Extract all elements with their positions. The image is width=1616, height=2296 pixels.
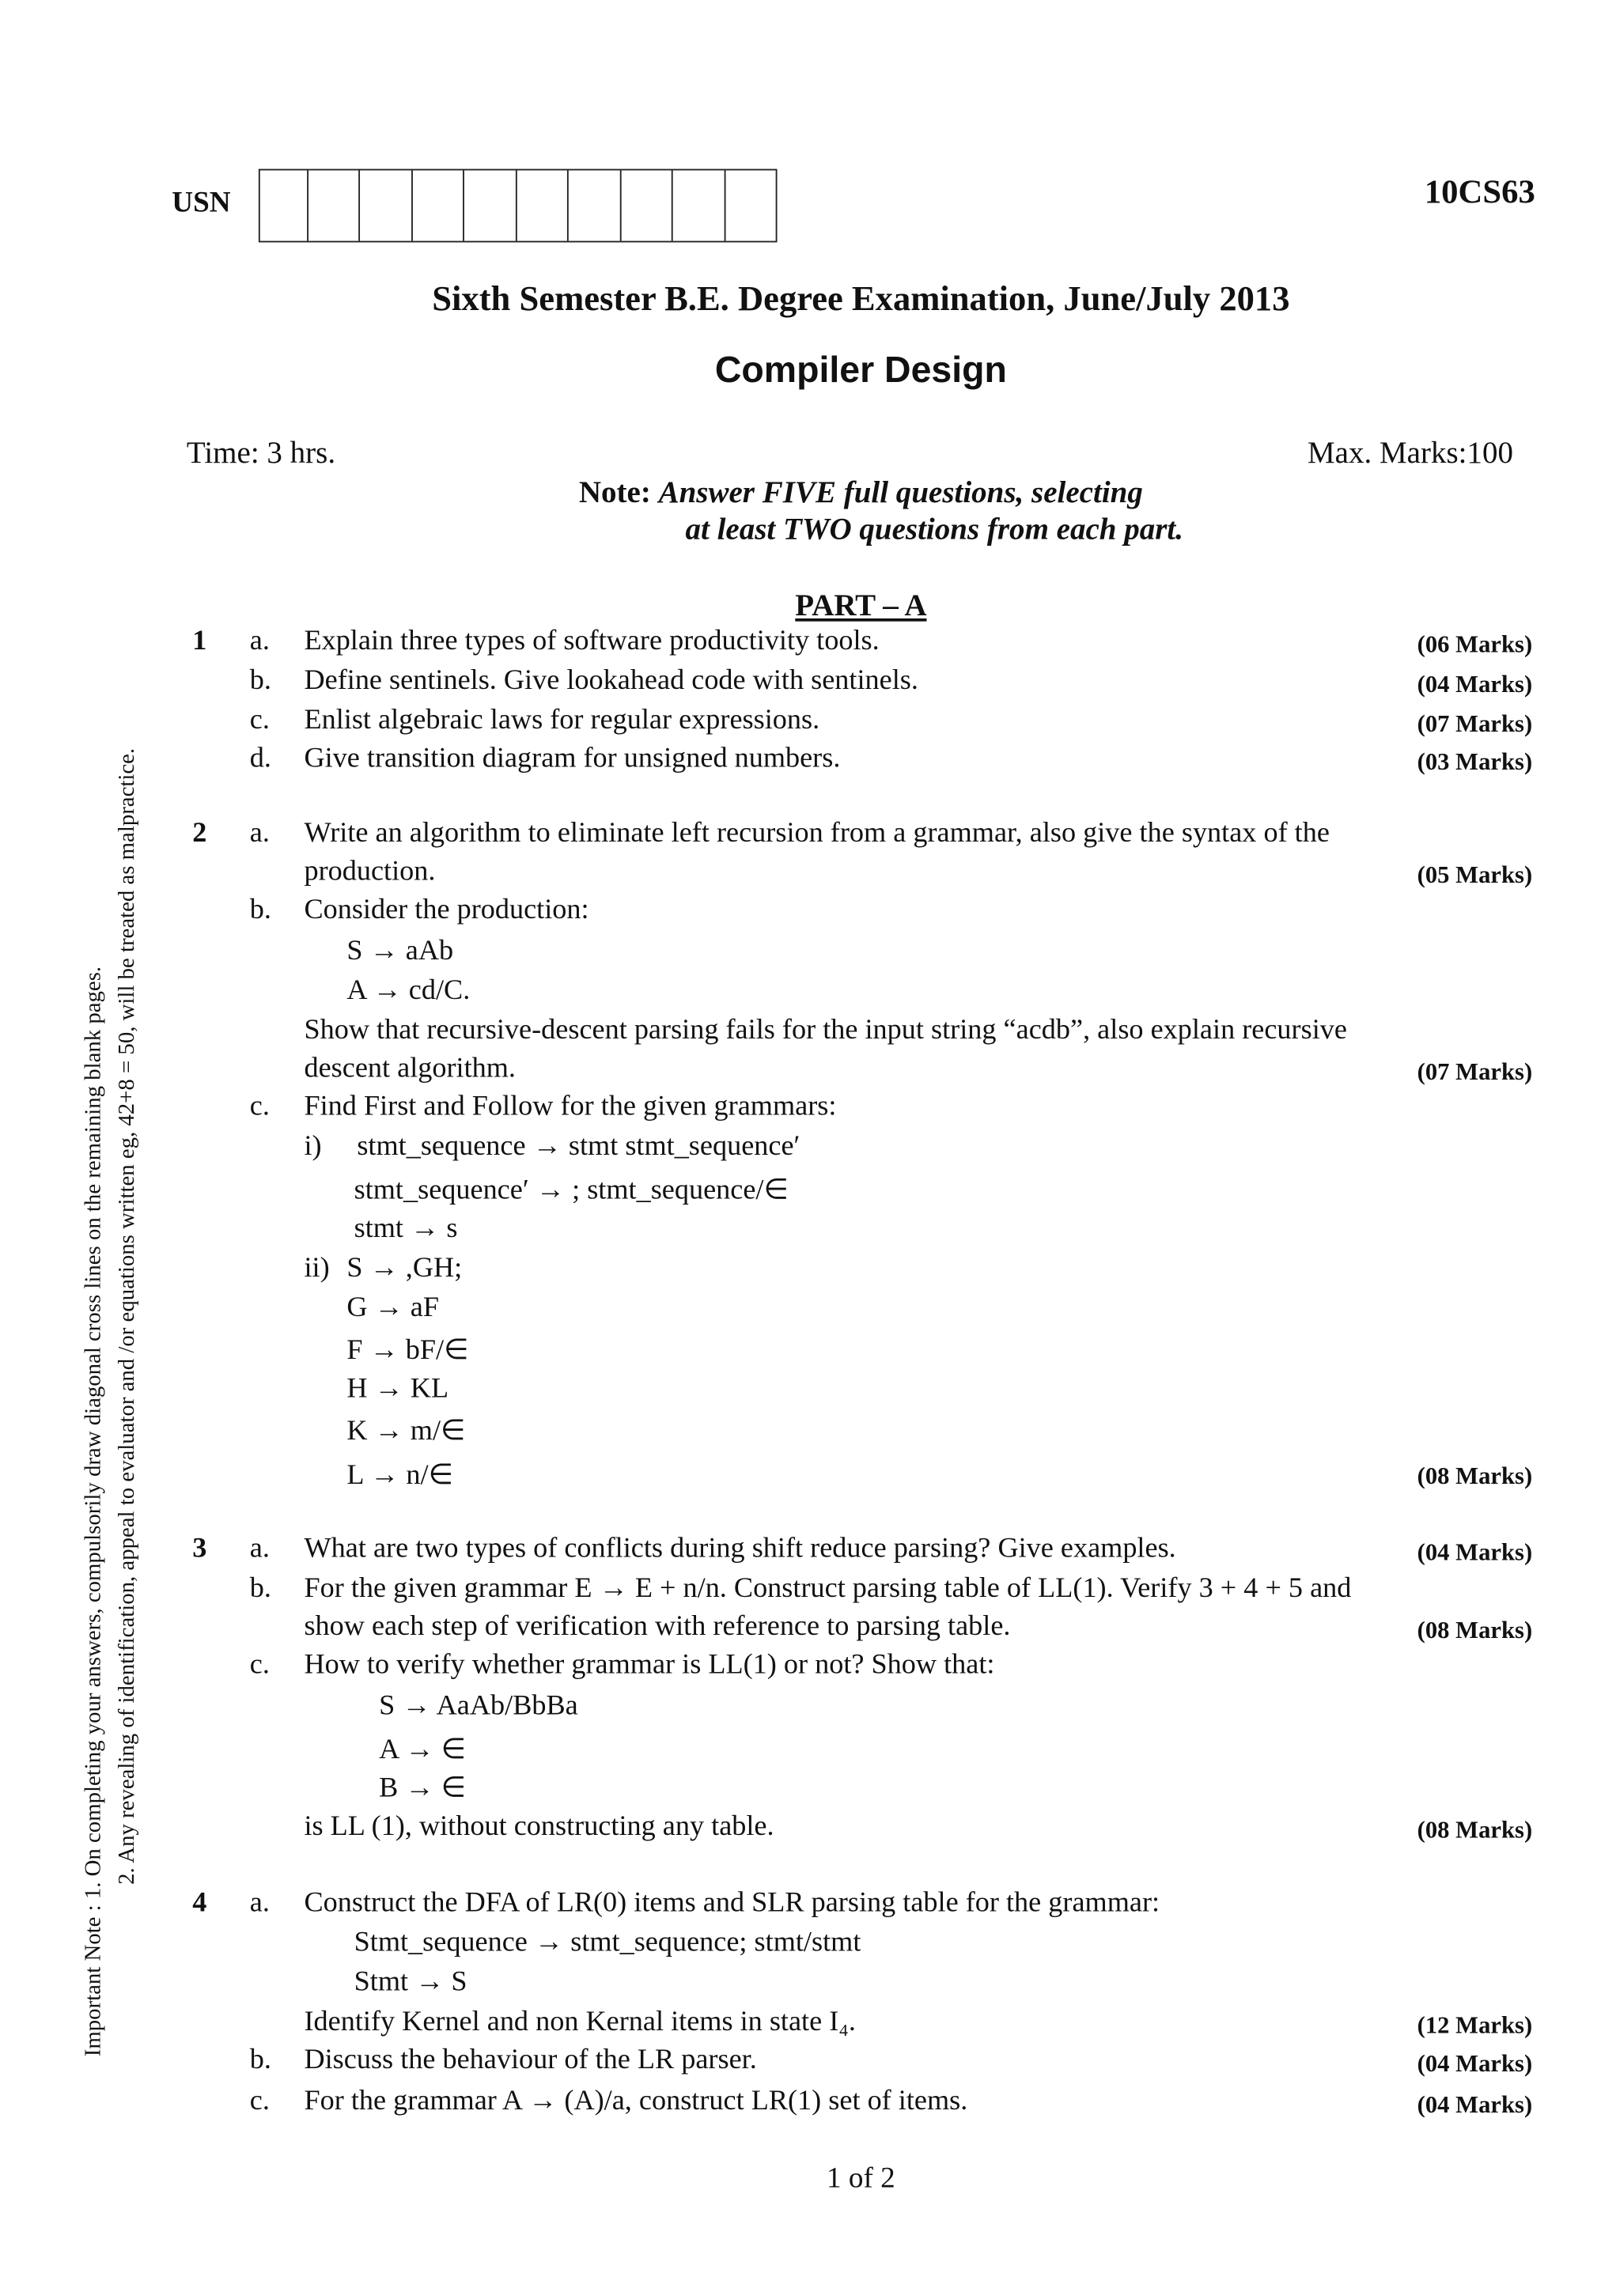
question-3c: c. How to verify whether grammar is LL(1) or not? Show that:	[249, 1649, 995, 1681]
grammar-line: Stmt → S	[354, 1966, 467, 1998]
grammar-line: K → m/∈	[346, 1416, 466, 1447]
question-3b: b. For the given grammar E → E + n/n. Construct parsing table of LL(1). Verify 3 + 4 + 5 and	[249, 1573, 1352, 1605]
grammar-line: H → KL	[346, 1373, 449, 1405]
question-4a: 4 a. Construct the DFA of LR(0) items and SLR parsing table for the grammar:	[192, 1887, 1160, 1919]
question-2a: 2 a. Write an algorithm to eliminate left recursion from a grammar, also give the syntax of the	[192, 818, 1330, 849]
grammar-line: S → aAb	[346, 936, 454, 967]
grammar-line: B → ∈	[379, 1772, 467, 1804]
question-4b: b. Discuss the behaviour of the LR parser. (04 Marks)	[249, 2044, 1533, 2078]
subject-code: 10CS63	[1424, 173, 1535, 210]
question-2c: c. Find First and Follow for the given grammars:	[249, 1091, 837, 1122]
question-2b: b. Consider the production:	[249, 895, 589, 926]
usn-boxes	[259, 169, 778, 243]
grammar-line: F → bF/∈	[346, 1335, 469, 1367]
question-4a-cont: Identify Kernel and non Kernal items in state I₄. (12 Marks)	[304, 2007, 1533, 2039]
grammar-line: Stmt_sequence → stmt_sequence; stmt/stmt	[354, 1927, 861, 1958]
question-3a: 3 a. What are two types of conflicts during shift reduce parsing? Give examples. (04 Marks)	[192, 1534, 1533, 1566]
grammar-line: L → n/∈ (08 Marks)	[346, 1460, 1533, 1492]
note-line1: Note: Answer FIVE full questions, selecting	[578, 474, 1143, 510]
grammar-line: A → ∈	[379, 1734, 467, 1766]
question-3c-cont: is LL (1), without constructing any table. (08 Marks)	[304, 1811, 1533, 1844]
grammar-line: i) stmt_sequence → stmt stmt_sequence′	[304, 1131, 800, 1163]
question-3b-cont: show each step of verification with reference to parsing table. (08 Marks)	[304, 1611, 1533, 1644]
grammar-line: ii) S → ,GH;	[304, 1253, 463, 1284]
question-1a: 1 a. Explain three types of software productivity tools. (06 Marks)	[192, 626, 1533, 659]
exam-title: Sixth Semester B.E. Degree Examination, June/July 2013	[432, 280, 1290, 320]
side-note-line2: 2. Any revealing of identification, appeal to evaluator and /or equations written eg, 42+8 = 50, will be treated as malpractice.	[114, 747, 140, 1885]
grammar-line: A → cd/C.	[346, 975, 471, 1007]
max-marks: Max. Marks:100	[1307, 434, 1514, 471]
subject-title: Compiler Design	[714, 350, 1007, 391]
question-4c: c. For the grammar A → (A)/a, construct LR(1) set of items. (04 Marks)	[249, 2086, 1533, 2119]
question-2b-cont: descent algorithm. (07 Marks)	[304, 1053, 1533, 1086]
time: Time: 3 hrs.	[186, 434, 336, 471]
grammar-line: stmt → s	[354, 1213, 458, 1245]
grammar-line: G → aF	[346, 1292, 440, 1324]
question-1b: b. Define sentinels. Give lookahead code with sentinels. (04 Marks)	[249, 665, 1533, 698]
usn-label: USN	[172, 186, 231, 219]
side-note-line1: Important Note : 1. On completing your answers, compulsorily draw diagonal cross lines on the remaining blank pages.	[81, 966, 106, 2057]
grammar-line: S → AaAb/BbBa	[379, 1690, 578, 1722]
part-heading: PART – A	[795, 587, 927, 623]
page-number: 1 of 2	[827, 2162, 895, 2195]
question-1d: d. Give transition diagram for unsigned numbers. (03 Marks)	[249, 743, 1533, 776]
note-line2: at least TWO questions from each part.	[685, 511, 1183, 547]
grammar-line: stmt_sequence′ → ; stmt_sequence/∈	[354, 1174, 789, 1206]
question-2a-cont: production. (05 Marks)	[304, 856, 1533, 889]
question-2b-cont: Show that recursive-descent parsing fails for the input string “acdb”, also explain recursive	[304, 1015, 1347, 1046]
question-1c: c. Enlist algebraic laws for regular expressions. (07 Marks)	[249, 705, 1533, 738]
